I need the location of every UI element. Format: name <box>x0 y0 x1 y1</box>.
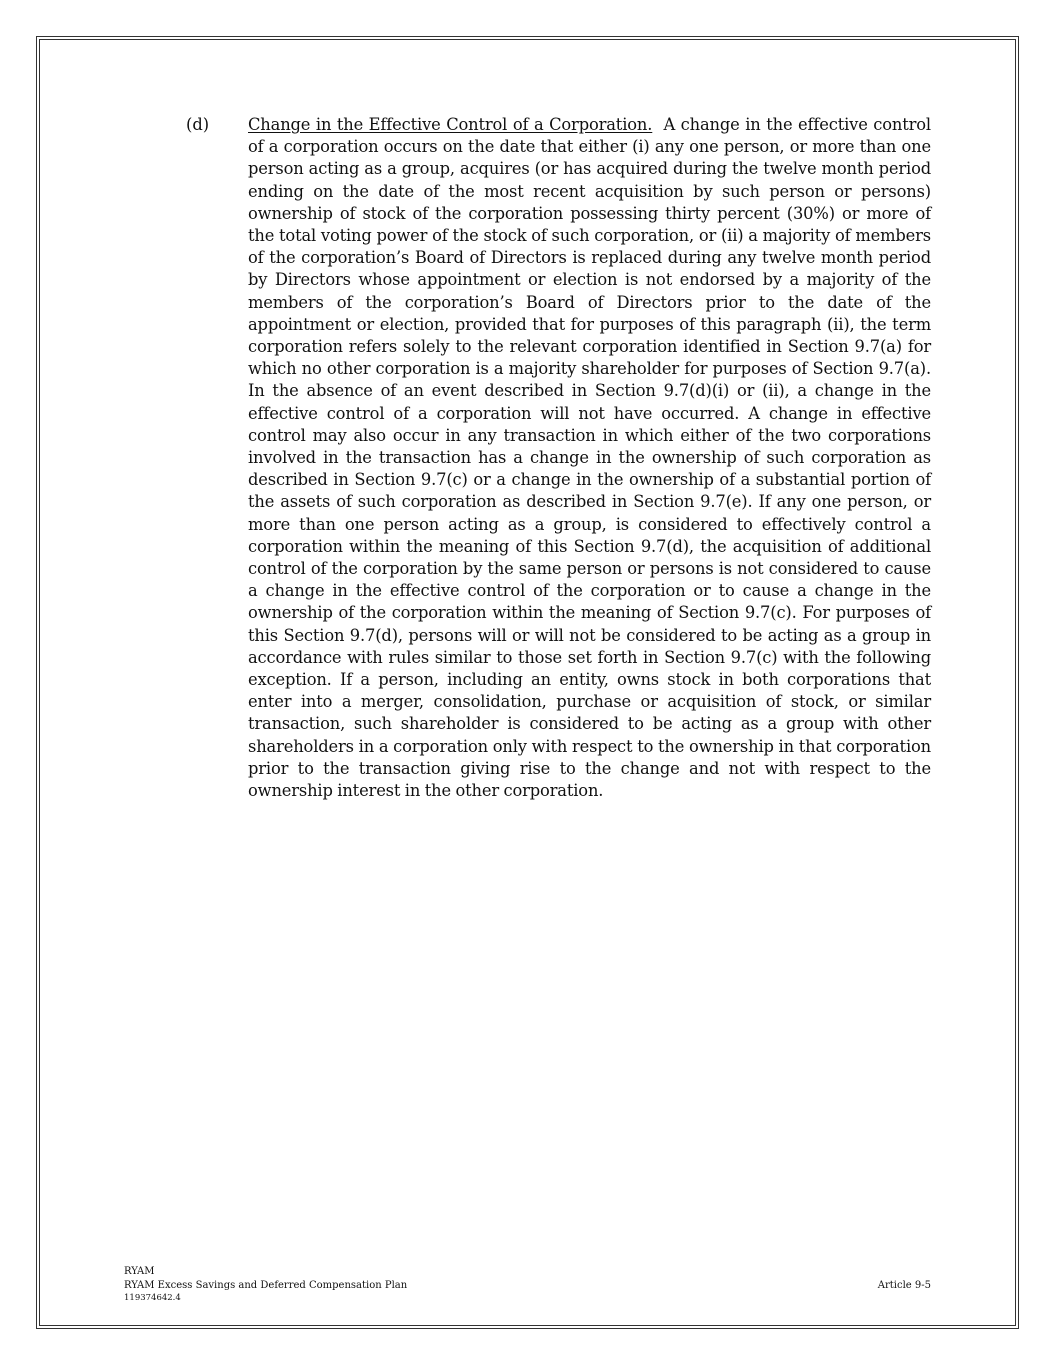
footer-doc-id: 119374642.4 <box>124 1293 181 1303</box>
footer-page-ref: Article 9-5 <box>877 1279 931 1291</box>
paragraph-label: (d) <box>186 115 210 134</box>
footer-left <box>124 1265 407 1306</box>
footer-plan-name: RYAM Excess Savings and Deferred Compensation Plan <box>124 1279 408 1291</box>
paragraph-body <box>248 114 931 802</box>
footer-company: RYAM <box>124 1266 155 1277</box>
paragraph-text: A change in the effective control of a corporation occurs on the date that either (i) any one person, or more than one person acting as a group, acquires (or has acquired during the twelve month period ending on the date of the most recent acquisition by such person or persons) ownership of stock of the corporation possessing thirty percent (30%) or more of the total voting power of the stock of such corporation, or (ii) a majority of members of the corporation’s Board of Directors is replaced during any twelve month period by Directors whose appointment or election is not endorsed by a majority of the members of the corporation’s Board of Directors prior to the date of the appointment or election, provided that for purposes of this paragraph (ii), the term corporation refers solely to the relevant corporation identified in Section 9.7(a) for which no other corporation is a majority shareholder for purposes of Section 9.7(a). In the absence of an event described in Section 9.7(d)(i) or (ii), a change in the effective control of a corporation will not have occurred. A change in effective control may also occur in any transaction in which either of the two corporations involved in the transaction has a change in the ownership of such corporation as described in Section 9.7(c) or a change in the ownership of a substantial portion of the assets of such corporation as described in Section 9.7(e). If any one person, or more than one person acting as a group, is considered to effectively control a corporation within the meaning of this Section 9.7(d), the acquisition of additional control of the corporation by the same person or persons is not considered to cause a change in the effective control of the corporation or to cause a change in the ownership of the corporation within the meaning of Section 9.7(c). For purposes of this Section 9.7(d), persons will or will not be considered to be acting as a group in accordance with rules similar to those set forth in Section 9.7(c) with the following exception. If a person, including an entity, owns stock in both corporations that enter into a merger, consolidation, purchase or acquisition of stock, or similar transaction, such shareholder is considered to be acting as a group with other shareholders in a corporation only with respect to the ownership in that corporation prior to the transaction giving rise to the change and not with respect to the ownership interest in the other corporation. <box>248 115 931 801</box>
paragraph-heading: Change in the Effective Control of a Corporation. <box>248 115 653 134</box>
